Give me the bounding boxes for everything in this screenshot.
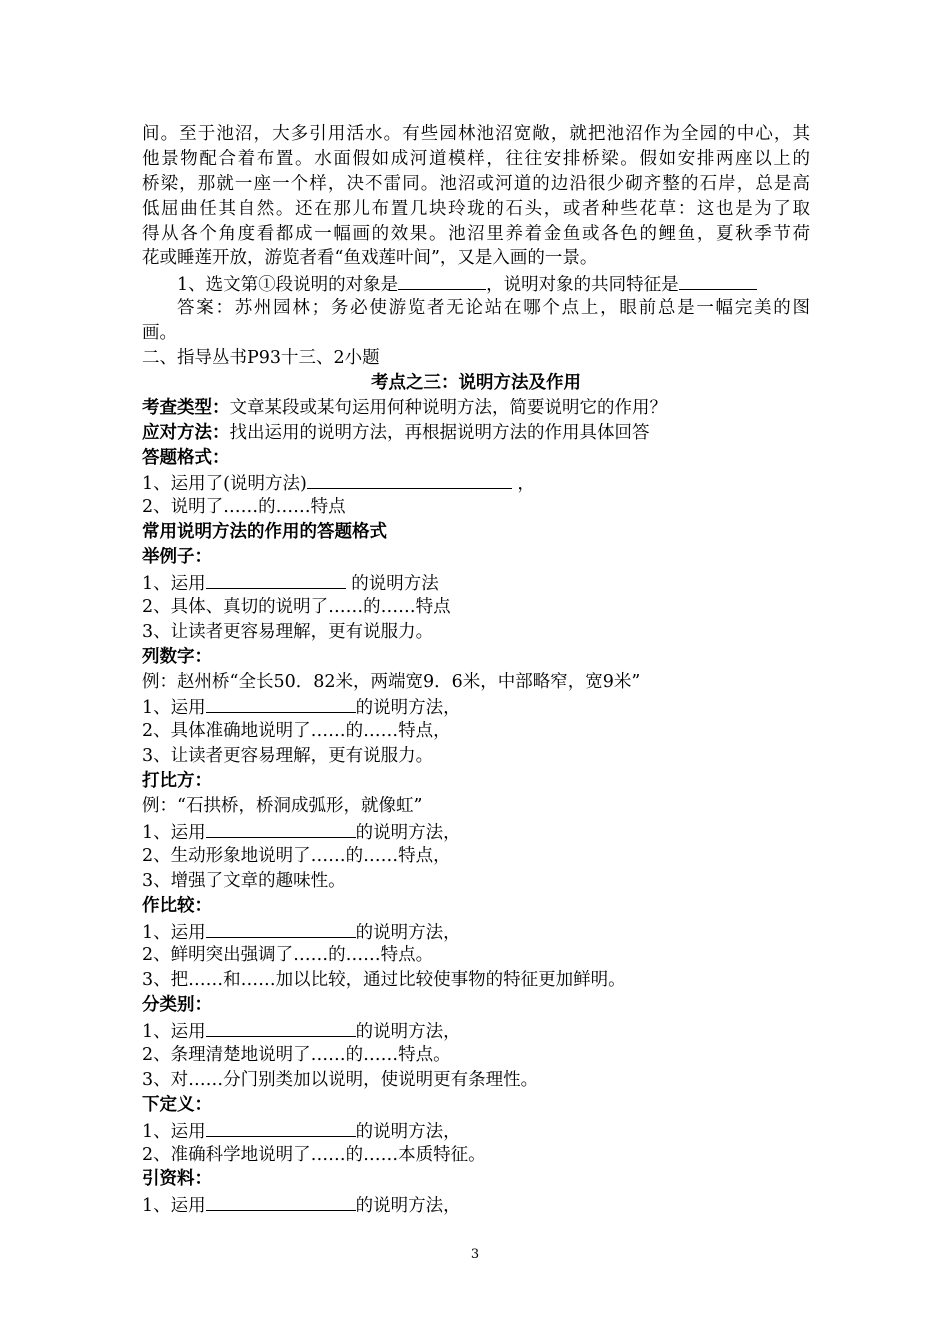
answer-blank <box>206 570 346 589</box>
answer-line: 画。 <box>142 323 177 344</box>
passage-line: 桥梁，那就一座一个样，决不雷同。池沼或河道的边沿很少砌齐整的石岸，总是高 <box>142 173 810 194</box>
numbers-line-1 <box>142 694 810 719</box>
analogy-line-1 <box>142 819 810 844</box>
line-suffix: 的说明方法 <box>351 574 439 595</box>
line-suffix: 的说明方法， <box>355 922 461 943</box>
method-text: 找出运用的说明方法，再根据说明方法的作用具体回答 <box>229 422 650 443</box>
answer-blank <box>307 470 512 489</box>
comparison-heading: 作比较： <box>142 895 212 916</box>
common-heading: 常用说明方法的作用的答题格式 <box>142 522 387 543</box>
analogy-heading: 打比方： <box>142 771 212 792</box>
answer-blank <box>206 1018 356 1037</box>
comparison-line-2: 2、鲜明突出强调了……的……特点。 <box>142 945 434 966</box>
line-prefix: 1、运用 <box>142 1121 206 1142</box>
citation-heading: 引资料： <box>142 1169 212 1190</box>
exam-type-label: 考查类型： <box>142 397 230 418</box>
definition-line-2: 2、准确科学地说明了……的……本质特征。 <box>142 1144 486 1165</box>
passage-line: 他景物配合着布置。水面假如成河道模样，往往安排桥梁。假如安排两座以上的 <box>142 148 810 169</box>
answer-blank <box>679 271 757 290</box>
answer-blank <box>398 271 486 290</box>
line-prefix: 1、运用 <box>142 574 206 595</box>
line-prefix: 1、运用 <box>142 922 206 943</box>
numbers-line-3: 3、让读者更容易理解，更有说服力。 <box>142 746 434 767</box>
line-suffix: 的说明方法， <box>355 1022 461 1043</box>
line-suffix: 的说明方法， <box>355 1196 461 1217</box>
format-line-1-prefix: 1、运用了(说明方法) <box>142 474 307 495</box>
analogy-line-2: 2、生动形象地说明了……的……特点， <box>142 845 451 866</box>
citation-line-1 <box>142 1192 810 1217</box>
line-suffix: 的说明方法， <box>355 1121 461 1142</box>
method <box>142 421 810 446</box>
exam-type <box>142 396 810 421</box>
classification-line-2: 2、条理清楚地说明了……的……特点。 <box>142 1044 451 1065</box>
line-prefix: 1、运用 <box>142 822 206 843</box>
comparison-line-1 <box>142 919 810 944</box>
question-1-part2: ，说明对象的共同特征是 <box>486 275 679 296</box>
passage-line: 间。至于池沼，大多引用活水。有些园林池沼宽敞，就把池沼作为全园的中心，其 <box>142 124 810 144</box>
line-suffix: 的说明方法， <box>355 822 461 843</box>
section-title: 考点之三：说明方法及作用 <box>371 372 581 393</box>
answer-blank <box>206 694 356 713</box>
format-line-1-suffix: ， <box>517 474 535 495</box>
answer-blank <box>206 1118 356 1137</box>
exam-type-text: 文章某段或某句运用何种说明方法，简要说明它的作用？ <box>229 397 667 418</box>
examples-line-1 <box>142 570 810 595</box>
format-line-2: 2、说明了……的……特点 <box>142 497 346 518</box>
line-prefix: 1、运用 <box>142 1022 206 1043</box>
classification-line-1 <box>142 1018 810 1043</box>
page-number: 3 <box>470 1247 480 1262</box>
line-suffix: 的说明方法， <box>355 698 461 719</box>
answer-blank <box>206 1192 356 1211</box>
classification-line-3: 3、对……分门别类加以说明，使说明更有条理性。 <box>142 1069 539 1090</box>
analogy-line-3: 3、增强了文章的趣味性。 <box>142 870 346 891</box>
analogy-example: 例：“石拱桥，桥洞成弧形，就像虹” <box>142 796 423 817</box>
numbers-heading: 列数字： <box>142 646 212 667</box>
numbers-example: 例：赵州桥“全长50．82米，两端宽9．6米，中部略窄，宽9米” <box>142 671 641 692</box>
passage-line: 得从各个角度看都成一幅画的效果。池沼里养着金鱼或各色的鲤鱼，夏秋季节荷 <box>142 223 810 244</box>
answer-line: 答案：苏州园林；务必使游览者无论站在哪个点上，眼前总是一幅完美的图 <box>177 298 810 319</box>
line-prefix: 1、运用 <box>142 698 206 719</box>
comparison-line-3: 3、把……和……加以比较，通过比较使事物的特征更加鲜明。 <box>142 970 626 991</box>
line-prefix: 1、运用 <box>142 1196 206 1217</box>
format-line-1 <box>142 470 810 495</box>
passage-line: 低屈曲任其自然。还在那儿布置几块玲珑的石头，或者种些花草：这也是为了取 <box>142 198 810 219</box>
examples-line-2: 2、具体、真切的说明了……的……特点 <box>142 596 451 617</box>
classification-heading: 分类别： <box>142 995 212 1016</box>
format-heading: 答题格式： <box>142 447 230 468</box>
definition-heading: 下定义： <box>142 1094 212 1115</box>
document-page <box>142 122 810 1217</box>
passage-line: 花或睡莲开放，游览者看“鱼戏莲叶间”，又是入画的一景。 <box>142 248 598 269</box>
numbers-line-2: 2、具体准确地说明了……的……特点， <box>142 721 451 742</box>
guide-line: 二、指导丛书P93十三、2小题 <box>142 348 380 369</box>
examples-heading: 举例子： <box>142 547 212 568</box>
definition-line-1 <box>142 1118 810 1143</box>
question-1 <box>142 271 810 296</box>
answer-blank <box>206 819 356 838</box>
examples-line-3: 3、让读者更容易理解，更有说服力。 <box>142 621 434 642</box>
question-1-part1: 1、选文第①段说明的对象是 <box>177 275 399 296</box>
method-label: 应对方法： <box>142 422 230 443</box>
answer-blank <box>206 919 356 938</box>
